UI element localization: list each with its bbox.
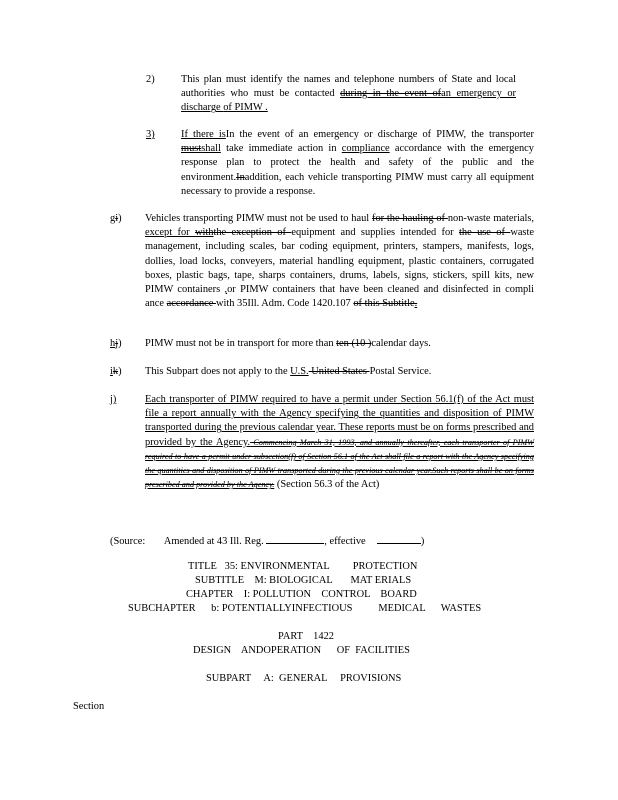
- item-text: This Subpart does not apply to the U.S. United States Postal Service.: [145, 366, 432, 377]
- source-note: (Source: Amended at 43 Ill. Reg. , effective ): [110, 533, 534, 549]
- item-marker: hj): [110, 338, 122, 349]
- item-text: PIMW must not be in transport for more than ten (10 )calendar days.: [145, 338, 431, 349]
- source-date-blank: [377, 533, 421, 544]
- heading-part-title: DESIGN ANDOPERATION OF FACILITIES: [193, 645, 410, 656]
- item-text: If there isIn the event of an emergency or discharge of PIMW, the transporter mustshall take immediate action in compliance accordance with the emergency response plan to protect the health and safety of the public and the environment.Inaddition, each vehicle transporting PIMW must carry all equipment necessary to provide a response.: [181, 129, 535, 197]
- heading-subchapter: SUBCHAPTER b: POTENTIALLYINFECTIOUS MEDICAL WASTES: [128, 603, 482, 614]
- section-label: Section: [73, 701, 105, 712]
- item-text: This plan must identify the names and telephone numbers of State and local authorities who must be contacted during in the event ofan emergency or discharge of PIMW .: [181, 74, 516, 114]
- item-marker: gi): [110, 213, 122, 224]
- heading-subtitle: SUBTITLE M: BIOLOGICAL MAT ERIALS: [195, 575, 412, 586]
- heading-title: TITLE 35: ENVIRONMENTAL PROTECTION: [188, 561, 418, 572]
- heading-chapter: CHAPTER I: POLLUTION CONTROL BOARD: [186, 589, 417, 600]
- item-marker: ik): [110, 366, 122, 377]
- heading-subpart: SUBPART A: GENERAL PROVISIONS: [206, 673, 402, 684]
- heading-part: PART 1422: [278, 631, 334, 642]
- item-text: Vehicles transporting PIMW must not be used to haul for the hauling of non-waste materials, except for withthe exception of equipment and supplies intended for the use of waste management, including scales, bar coding equipment, printers, stampers, manifests, logs, dollies, load locks, conveyers, material handling equipment, plastic containers, corrugated boxes, plastic bags, tape, sharps containers, drums, labels, signs, stickers, spill kits, new PIMW containers ,or PIMW containers that have been cleaned and disinfected in compli ance accordance with 35Ill. Adm. Code 1420.107 of this Subtitle.: [145, 213, 535, 310]
- source-reg-blank: [266, 533, 324, 544]
- item-marker: 3): [146, 129, 155, 140]
- item-marker: 2): [146, 74, 155, 85]
- item-marker: j): [110, 394, 117, 405]
- item-text: Each transporter of PIMW required to have a permit under Section 56.1(f) of the Act must file a report annually with the Agency specifying the quantities and disposition of PIMW transported during the previous calendar year. These reports must be on forms prescribed and provided by the Agency. Commencing March 31, 1993, and annually thereafter, each transporter of PIMW required to have a permit under subsection(f) of Section 56.1 of the Act shall file a report with the Agency specifying the quantities and disposition of PIMW transported during the previous calendar year.Such reports shall be on forms prescribed and provided by the Agency. (Section 56.3 of the Act): [145, 394, 534, 491]
